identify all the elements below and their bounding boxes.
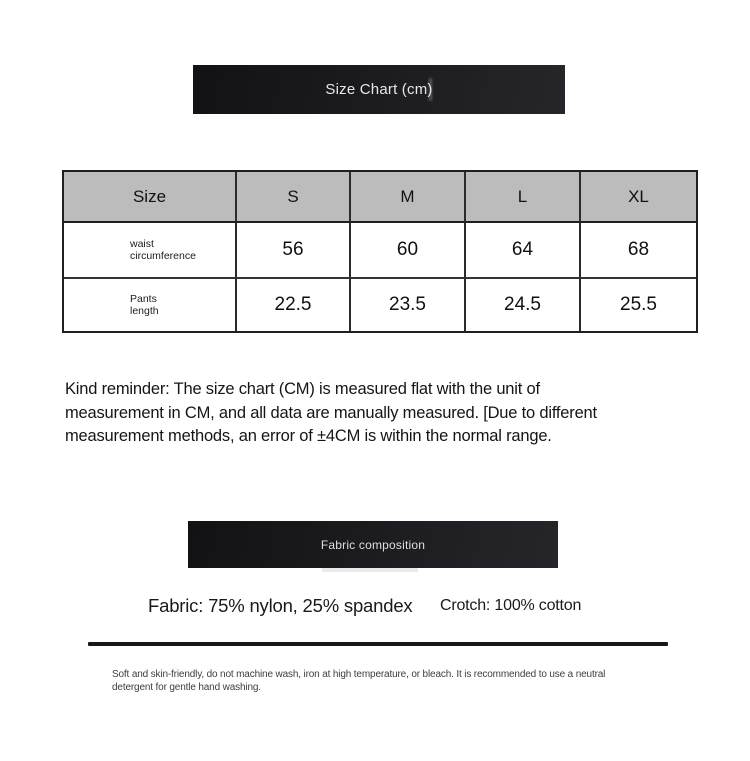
table-cell-waist-l: 64 bbox=[466, 223, 581, 279]
banner-shadow-artifact bbox=[322, 568, 418, 572]
row-label-text: waist circumference bbox=[130, 238, 196, 262]
size-chart-table bbox=[62, 170, 698, 333]
table-header-m: M bbox=[351, 172, 466, 223]
table-row-label-waist bbox=[64, 223, 237, 279]
table-cell-waist-m: 60 bbox=[351, 223, 466, 279]
care-instructions-line: Soft and skin-friendly, do not machine wash, iron at high temperature, or bleach. It is recommended to use a neutral bbox=[112, 669, 606, 680]
table-cell-waist-xl: 68 bbox=[581, 223, 696, 279]
kind-reminder-line: measurement methods, an error of ±4CM is within the normal range. bbox=[65, 427, 552, 445]
table-cell-length-xl: 25.5 bbox=[620, 294, 657, 315]
care-instructions-line: detergent for gentle hand washing. bbox=[112, 682, 261, 693]
care-instructions bbox=[112, 668, 605, 694]
crotch-content-text: Crotch: 100% cotton bbox=[440, 597, 582, 614]
kind-reminder-line: Kind reminder: The size chart (CM) is measured flat with the unit of bbox=[65, 380, 540, 398]
fabric-composition-banner bbox=[188, 521, 558, 568]
table-header-s: S bbox=[237, 172, 351, 223]
table-cell-length-m: 23.5 bbox=[351, 279, 466, 331]
table-cell-length-s: 22.5 bbox=[237, 279, 351, 331]
kind-reminder-line: measurement in CM, and all data are manually measured. [Due to different bbox=[65, 403, 597, 422]
table-header-l: L bbox=[466, 172, 581, 223]
divider-line bbox=[88, 642, 668, 646]
table-cell-waist-s: 56 bbox=[237, 223, 351, 279]
table-row-label-pants-length bbox=[64, 279, 237, 331]
table-header-xl: XL bbox=[581, 172, 696, 223]
kind-reminder-paragraph bbox=[65, 378, 597, 449]
fabric-content-text: Fabric: 75% nylon, 25% spandex bbox=[148, 595, 413, 616]
table-cell-length-l: 24.5 bbox=[466, 279, 581, 331]
fabric-composition-banner-label: Fabric composition bbox=[320, 537, 426, 552]
size-chart-banner bbox=[193, 65, 565, 114]
size-chart-banner-label: Size Chart (cm) bbox=[325, 81, 433, 98]
banner-glare-artifact bbox=[429, 78, 432, 101]
row-label-text: Pants length bbox=[130, 293, 159, 317]
table-header-size: Size bbox=[64, 172, 237, 223]
